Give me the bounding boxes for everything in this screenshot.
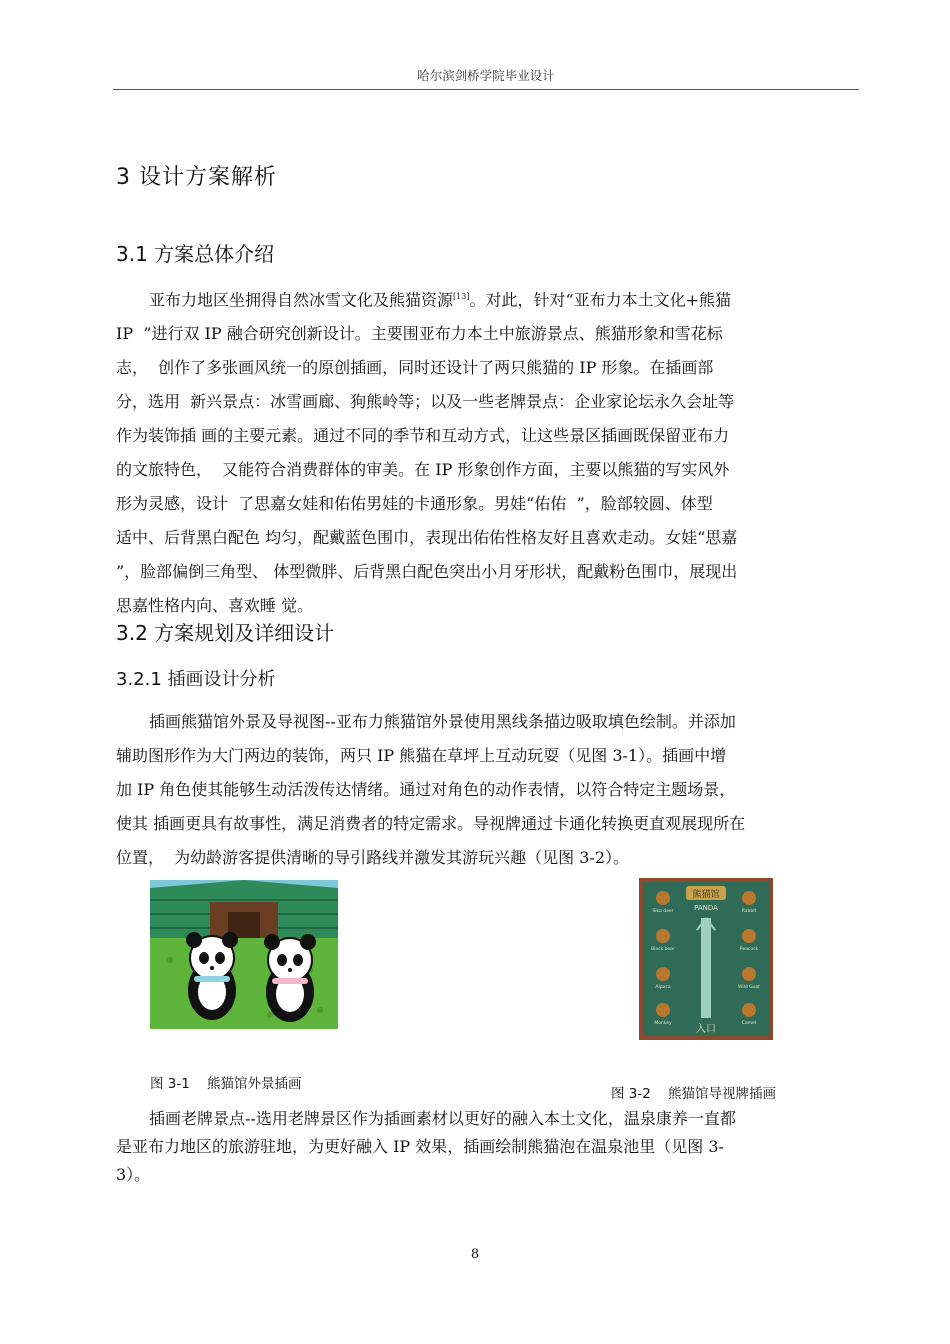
paragraph-line: 插画熊猫馆外景及导视图--亚布力熊猫馆外景使用黑线条描边吸取填色绘制。并添加 [149, 712, 736, 731]
chapter-heading: 3 设计方案解析 [116, 165, 277, 190]
sign-subtitle: PANDA [694, 904, 718, 912]
figure-3-1-caption: 图 3-1 熊猫馆外景插画 [150, 1076, 302, 1092]
sign-label: Alpaca [655, 985, 671, 990]
paragraph-line: 3）。 [116, 1165, 151, 1184]
paragraph-line: 辅助图形作为大门两边的装饰，两只 IP 熊猫在草坪上互动玩耍（见图 3-1）。插画中增 [116, 746, 727, 765]
sign-title: 熊猫馆 [692, 890, 720, 900]
running-header: 哈尔滨剑桥学院毕业设计 [417, 68, 555, 83]
paragraph-line: 位置， 为幼龄游客提供清晰的导引路线并激发其游玩兴趣（见图 3-2）。 [116, 848, 630, 867]
paragraph-line: 是亚布力地区的旅游驻地，为更好融入 IP 效果，插画绘制熊猫泡在温泉池里（见图 3- [116, 1137, 724, 1156]
paragraph-line: 使其 插画更具有故事性，满足消费者的特定需求。导视牌通过卡通化转换更直观展现所在 [116, 814, 746, 833]
sign-label: Monkey [654, 1021, 672, 1026]
panda-girl [264, 934, 316, 1022]
paragraph-line: ”，脸部偏倒三角型、 体型微胖、后背黑白配色突出小月牙形状，配戴粉色围巾，展现出 [116, 562, 738, 582]
sign-entrance: 入口 [696, 1024, 716, 1035]
sign-label: Sika deer [652, 909, 674, 914]
sign-label: Camel [741, 1021, 757, 1026]
page-number: 8 [470, 1247, 480, 1262]
subsection-3-2-1-paragraph [116, 705, 861, 875]
paragraph-line: 志， 创作了多张画风统一的原创插画，同时还设计了两只熊猫的 IP 形象。在插画部 [116, 358, 714, 378]
sign-label: Rabbit [741, 909, 757, 914]
paragraph-line: 加 IP 角色使其能够生动活泼传达情绪。通过对角色的动作表情，以符合特定主题场景， [116, 780, 736, 799]
subsection-heading-3-2-1: 3.2.1 插画设计分析 [116, 669, 276, 690]
paragraph-line: IP ”进行双 IP 融合研究创新设计。主要围亚布力本土中旅游景点、熊猫形象和雪花标 [116, 324, 723, 344]
paragraph-line: 思嘉性格内向、喜欢睡 觉。 [116, 596, 314, 616]
paragraph-line: 适中、后背黑白配色 均匀，配戴蓝色围巾，表现出佑佑性格友好且喜欢走动。女娃“思嘉 [116, 528, 738, 548]
section-3-1-paragraph [116, 280, 861, 623]
paragraph-line: 的文旅特色， 又能符合消费群体的审美。在 IP 形象创作方面，主要以熊猫的写实风外 [116, 460, 730, 480]
panda-boy [186, 932, 238, 1020]
section-heading-3-2: 3.2 方案规划及详细设计 [116, 621, 335, 645]
paragraph-line: 插画老牌景点--选用老牌景区作为插画素材以更好的融入本土文化，温泉康养一直都 [149, 1109, 736, 1128]
sign-label: Peacock [739, 947, 759, 952]
header-rule [113, 89, 859, 90]
section-heading-3-1: 3.1 方案总体介绍 [116, 242, 275, 266]
figure-3-2-caption: 图 3-2 熊猫馆导视牌插画 [611, 1086, 777, 1102]
sign-label: Wild Goat [738, 985, 760, 990]
paragraph-line: 分，选用 新兴景点：冰雪画廊、狗熊岭等；以及一些老牌景点：企业家论坛永久会址等 [116, 392, 735, 412]
citation-13: [13] [453, 292, 470, 301]
paragraph-3 [116, 1105, 861, 1189]
sign-label: Black bear [651, 947, 675, 952]
paragraph-line: 亚布力地区坐拥得自然冰雪文化及熊猫资源[13]。对此，针对“亚布力本土文化+熊猫 [149, 290, 732, 310]
panda-pavilion-illustration [150, 880, 338, 1029]
paragraph-line: 形为灵感，设计 了思嘉女娃和佑佑男娃的卡通形象。男娃“佑佑 ”，脸部较圆、体型 [116, 494, 713, 514]
paragraph-line: 作为装饰插 画的主要元素。通过不同的季节和互动方式，让这些景区插画既保留亚布力 [116, 426, 730, 446]
guide-sign-illustration [639, 878, 773, 1040]
